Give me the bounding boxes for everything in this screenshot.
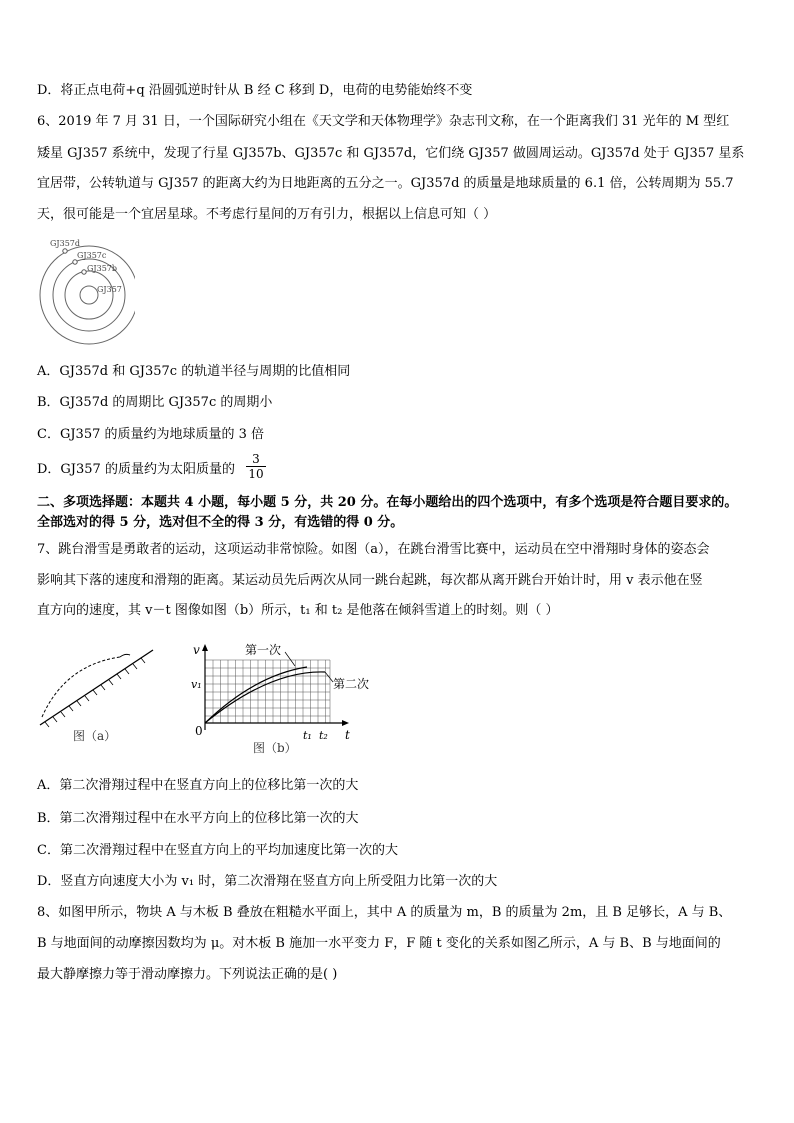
q6-option-a: A．GJ357d 和 GJ357c 的轨道半径与周期的比值相同 [37,364,351,379]
t1-label: t₁ [303,729,312,742]
q6-stem-line-1: 6、2019 年 7 月 31 日，一个国际研究小组在《天文学和天体物理学》杂志刊文称，在一个距离我们 31 光年的 M 型红 [37,114,730,129]
first-curve-label: 第一次 [245,643,282,657]
label-gj357: GJ357 [97,285,122,294]
origin-label: 0 [195,724,203,738]
q6-stem-line-2: 矮星 GJ357 系统中，发现了行星 GJ357b、GJ357c 和 GJ357d，它们绕 GJ357 做圆周运动。GJ357d 处于 GJ357 星系 [37,146,745,161]
orbit-diagram [35,235,135,347]
q7-option-c: C．第二次滑翔过程中在竖直方向上的平均加速度比第一次的大 [37,843,398,858]
figure-a-ski-slope [35,645,160,745]
q6-option-b: B．GJ357d 的周期比 GJ357c 的周期小 [37,395,273,410]
fraction-3-10 [246,452,266,481]
figure-a-caption: 图（a） [73,729,117,743]
v1-label: v₁ [191,678,202,691]
q7-stem-line-1: 7、跳台滑雪是勇敢者的运动，这项运动非常惊险。如图（a），在跳台滑雪比赛中，运动员在空中滑翔时身体的姿态会 [37,542,710,557]
q7-stem-line-2: 影响其下落的速度和滑翔的距离。某运动员先后两次从同一跳台起跳，每次都从离开跳台开始计时，用 v 表示他在竖 [37,573,703,588]
second-curve-label: 第二次 [333,677,370,691]
figure-b-caption: 图（b） [253,741,297,755]
q8-stem-line-2: B 与地面间的动摩擦因数均为 μ。对木板 B 施加一水平变力 F，F 随 t 变化的关系如图乙所示，A 与 B、B 与地面间的 [37,936,721,951]
q6-option-d: D．GJ357 的质量约为太阳质量的 [37,462,235,477]
star-gj357 [80,286,98,304]
fraction-numerator: 3 [246,452,266,467]
label-gj357c: GJ357c [77,251,107,260]
q6-option-c: C．GJ357 的质量约为地球质量的 3 倍 [37,427,265,442]
q8-stem-line-3: 最大静摩擦力等于滑动摩擦力。下列说法正确的是( ) [37,967,338,982]
orbit-gj357b [65,271,113,319]
section-2-line-1: 二、多项选择题：本题共 4 小题，每小题 5 分，共 20 分。在每小题给出的四个选项中，有多个选项是符合题目要求的。 [37,495,738,510]
section-2-line-2: 全部选对的得 5 分，选对但不全的得 3 分，有选错的得 0 分。 [37,515,404,530]
figure-b-vt-graph [185,640,390,760]
q7-option-d: D．竖直方向速度大小为 v₁ 时，第二次滑翔在竖直方向上所受阻力比第一次的大 [37,874,498,889]
q6-stem-line-4: 天，很可能是一个宜居星球。不考虑行星间的万有引力，根据以上信息可知（ ） [37,207,497,222]
t2-label: t₂ [319,729,328,742]
label-gj357d: GJ357d [50,239,80,248]
q7-option-a: A．第二次滑翔过程中在竖直方向上的位移比第一次的大 [37,778,359,793]
label-gj357b: GJ357b [87,264,117,273]
q7-stem-line-3: 直方向的速度，其 v－t 图像如图（b）所示，t₁ 和 t₂ 是他落在倾斜雪道上的时刻。则（ ） [37,603,559,618]
q5-option-d: D．将正点电荷+q 沿圆弧逆时针从 B 经 C 移到 D，电荷的电势能始终不变 [37,83,473,98]
q7-option-b: B．第二次滑翔过程中在水平方向上的位移比第一次的大 [37,811,359,826]
axis-v-label: v [193,643,200,657]
axis-t-label: t [345,728,350,742]
orbit-gj357d [40,246,135,344]
q6-stem-line-3: 宜居带，公转轨道与 GJ357 的距离大约为日地距离的五分之一。GJ357d 的质量是地球质量的 6.1 倍，公转周期为 55.7 [37,176,734,191]
fraction-denominator: 10 [248,467,264,481]
q8-stem-line-1: 8、如图甲所示，物块 A 与木板 B 叠放在粗糙水平面上，其中 A 的质量为 m，B 的质量为 2m，且 B 足够长，A 与 B、 [37,905,732,920]
